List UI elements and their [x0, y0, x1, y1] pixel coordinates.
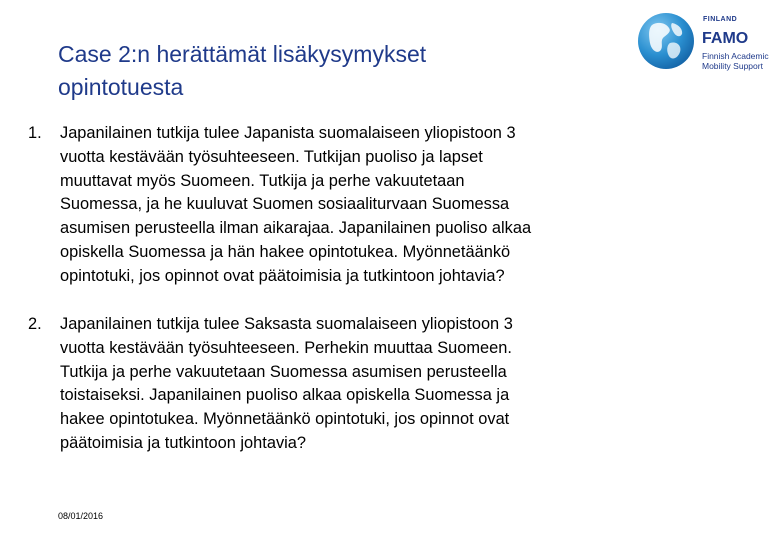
question-line: opintotuki, jos opinnot ovat päätoimisia ja tutkintoon johtavia? [60, 266, 505, 285]
question-line: vuotta kestävään työsuhteeseen. Perhekin muuttaa Suomeen. [60, 338, 512, 357]
logo-brand: FAMO [702, 30, 749, 47]
logo-tagline [702, 52, 776, 71]
question-line: Japanilainen tutkija tulee Japanista suomalaiseen yliopistoon 3 [60, 124, 516, 142]
question-line: opiskella Suomessa ja hän hakee opintotukea. Myönnetäänkö [60, 242, 511, 261]
footer-date: 08/01/2016 [58, 511, 104, 521]
question-text [60, 122, 644, 289]
question-line: Suomessa, ja he kuuluvat Suomen sosiaaliturvaan Suomessa [60, 195, 510, 214]
logo-tagline-line-2: Mobility Support [702, 60, 763, 71]
question-line: vuotta kestävään työsuhteeseen. Tutkijan puoliso ja lapset [60, 147, 483, 166]
famo-logo [636, 8, 776, 72]
question-line: toistaiseksi. Japanilainen puoliso alkaa opiskella Suomessa ja [60, 386, 510, 405]
logo-tagline-line-1: Finnish Academic [702, 51, 769, 61]
question-item [24, 313, 644, 456]
question-line: asumisen perusteella ilman aikarajaa. Japanilainen puoliso alkaa [60, 219, 532, 238]
slide-title-line-2: opintotuesta [58, 74, 184, 100]
question-line: muuttavat myös Suomeen. Tutkija ja perhe vakuutetaan [60, 171, 465, 190]
logo-country: FINLAND [703, 16, 738, 23]
slide-title [58, 38, 578, 104]
slide-title-line-1: Case 2:n herättämät lisäkysymykset [58, 41, 427, 67]
question-line: Japanilainen tutkija tulee Saksasta suomalaiseen yliopistoon 3 [60, 315, 513, 333]
question-number: 1. [28, 124, 42, 142]
globe-icon [636, 11, 696, 71]
question-text [60, 313, 644, 456]
question-item [24, 122, 644, 289]
question-number: 2. [28, 315, 42, 333]
question-line: päätoimisia ja tutkintoon johtavia? [60, 433, 307, 452]
question-line: Tutkija ja perhe vakuutetaan Suomessa asumisen perusteella [60, 362, 507, 381]
question-line: hakee opintotukea. Myönnetäänkö opintotuki, jos opinnot ovat [60, 410, 510, 429]
